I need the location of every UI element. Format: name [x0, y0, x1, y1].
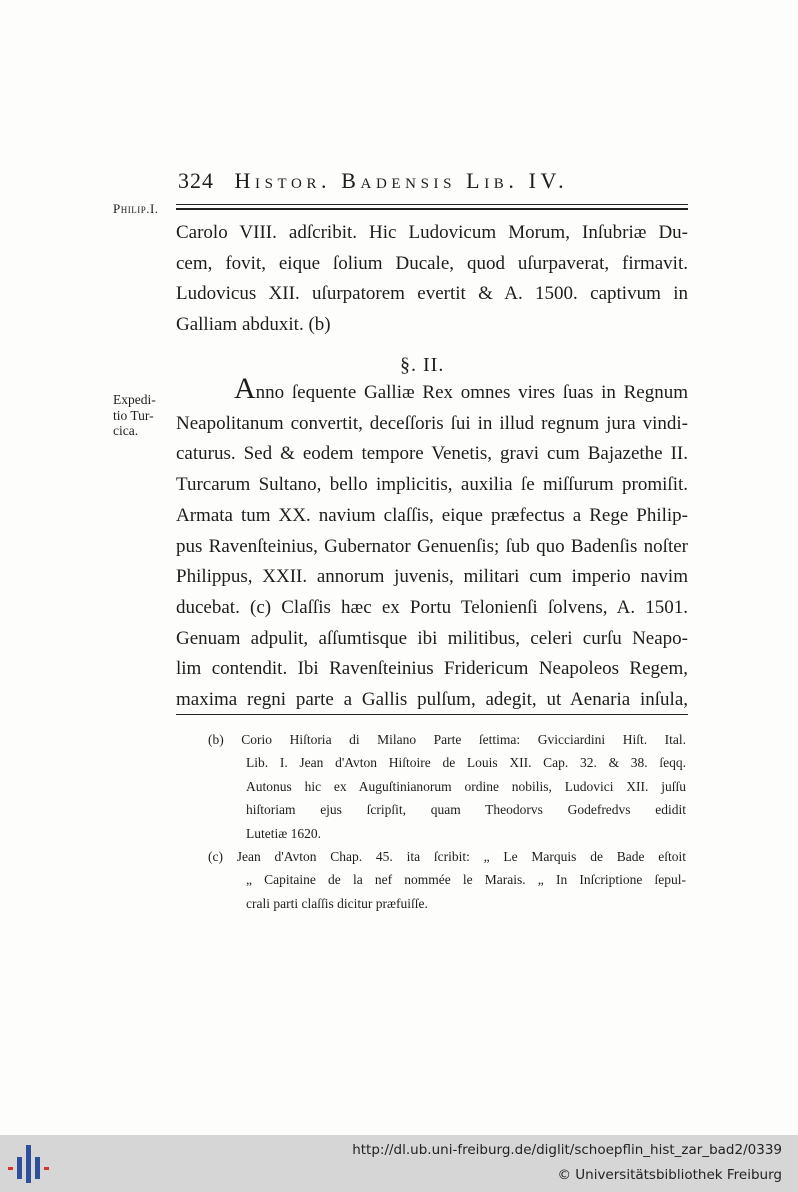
- text-line: maxima regni parte a Gallis pulſum, adegit, ut Aenaria inſula,: [176, 689, 688, 711]
- paragraph-1: [176, 218, 688, 341]
- copyright-notice: © Universitätsbibliothek Freiburg: [557, 1167, 782, 1183]
- footnote-line: (c) Jean d'Avton Chap. 45. ita ſcribit: „ Le Marquis de Bade eſtoit: [208, 849, 686, 864]
- footnote-line: Lutetiæ 1620.: [246, 825, 321, 841]
- permalink-url[interactable]: http://dl.ub.uni-freiburg.de/diglit/schoepflin_hist_zar_bad2/0339: [352, 1142, 782, 1158]
- margin-running-name: Philip.I.: [113, 201, 159, 216]
- header-rule-top: [176, 204, 688, 205]
- footnote-line: „ Capitaine de la nef nommée le Marais. „ In Inſcriptione ſepul-: [246, 872, 686, 888]
- running-title: Histor. Badensis Lib. IV.: [234, 168, 569, 193]
- text-line: Carolo VIII. adſcribit. Hic Ludovicum Morum, Inſubriæ Du-: [176, 222, 688, 243]
- footnote-line: crali parti claſſis dicitur præfuiſſe.: [246, 895, 428, 911]
- text-line: Philippus, XXII. annorum juvenis, militari cum imperio navim: [176, 566, 688, 588]
- text-line: lim contendit. Ibi Ravenſteinius Fridericum Neapoleos Regem,: [176, 658, 688, 680]
- text-line: ducebat. (c) Claſſis hæc ex Portu Telonienſi ſolvens, A. 1501.: [176, 596, 688, 618]
- footnote-line: (b) Corio Hiſtoria di Milano Parte ſettima: Gvicciardini Hiſt. Ital.: [208, 732, 686, 747]
- text-line: Armata tum XX. navium claſſis, eique præfectus a Rege Philip-: [176, 504, 688, 526]
- drop-cap: A: [234, 372, 256, 405]
- footnote-rule: [176, 714, 688, 715]
- logo-bar: [35, 1157, 40, 1179]
- text-line-rest: nno ſequente Galliæ Rex omnes vires ſuas in Regnum: [255, 382, 688, 403]
- text-line: [176, 372, 688, 409]
- footnote-c: [208, 845, 686, 915]
- ub-freiburg-logo-icon[interactable]: [8, 1143, 52, 1185]
- logo-dash-right: [44, 1167, 49, 1170]
- text-line: cem, fovit, eique ſolium Ducale, quod uſurpaverat, firmavit.: [176, 252, 688, 274]
- page-number: 324: [178, 168, 214, 193]
- footnote-b: [208, 728, 686, 845]
- text-line: pus Ravenſteinius, Gubernator Genuenſis; ſub quo Badenſis noſter: [176, 535, 688, 557]
- text-line: Neapolitanum convertit, deceſſoris ſui in illud regnum jura vindi-: [176, 412, 688, 434]
- footnote-line: Lib. I. Jean d'Avton Hiſtoire de Louis XII. Cap. 32. & 38. ſeqq.: [246, 755, 686, 771]
- margin-note: [113, 392, 156, 439]
- footnote-line: hiſtoriam ejus ſcripſit, quam Theodorvs Godefredvs edidit: [246, 802, 686, 818]
- text-line: Turcarum Sultano, bello implicitis, auxilia ſe miſſurum promiſit.: [176, 474, 688, 496]
- section-heading: §. II.: [400, 354, 445, 376]
- text-line: Galliam abduxit. (b): [176, 314, 331, 336]
- logo-bar: [26, 1145, 31, 1183]
- footnote-line: Autonus hic ex Auguſtinianorum ordine nobilis, Ludovici XII. juſſu: [246, 778, 686, 794]
- logo-dash-left: [8, 1167, 13, 1170]
- margin-note-line: cica.: [113, 423, 139, 438]
- text-line: Genuam adpulit, aſſumtisque ibi militibus, celeri curſu Neapo-: [176, 627, 688, 649]
- paragraph-2: [176, 372, 688, 716]
- text-line: Ludovicus XII. uſurpatorem evertit & A. 1500. captivum in: [176, 283, 688, 305]
- header-rule-bottom: [176, 208, 688, 210]
- text-line: caturus. Sed & eodem tempore Venetis, gravi cum Bajazethe II.: [176, 443, 688, 465]
- logo-bar: [17, 1157, 22, 1179]
- margin-note-line: tio Tur-: [113, 407, 154, 423]
- running-head: [178, 168, 568, 194]
- margin-note-line: Expedi-: [113, 392, 156, 407]
